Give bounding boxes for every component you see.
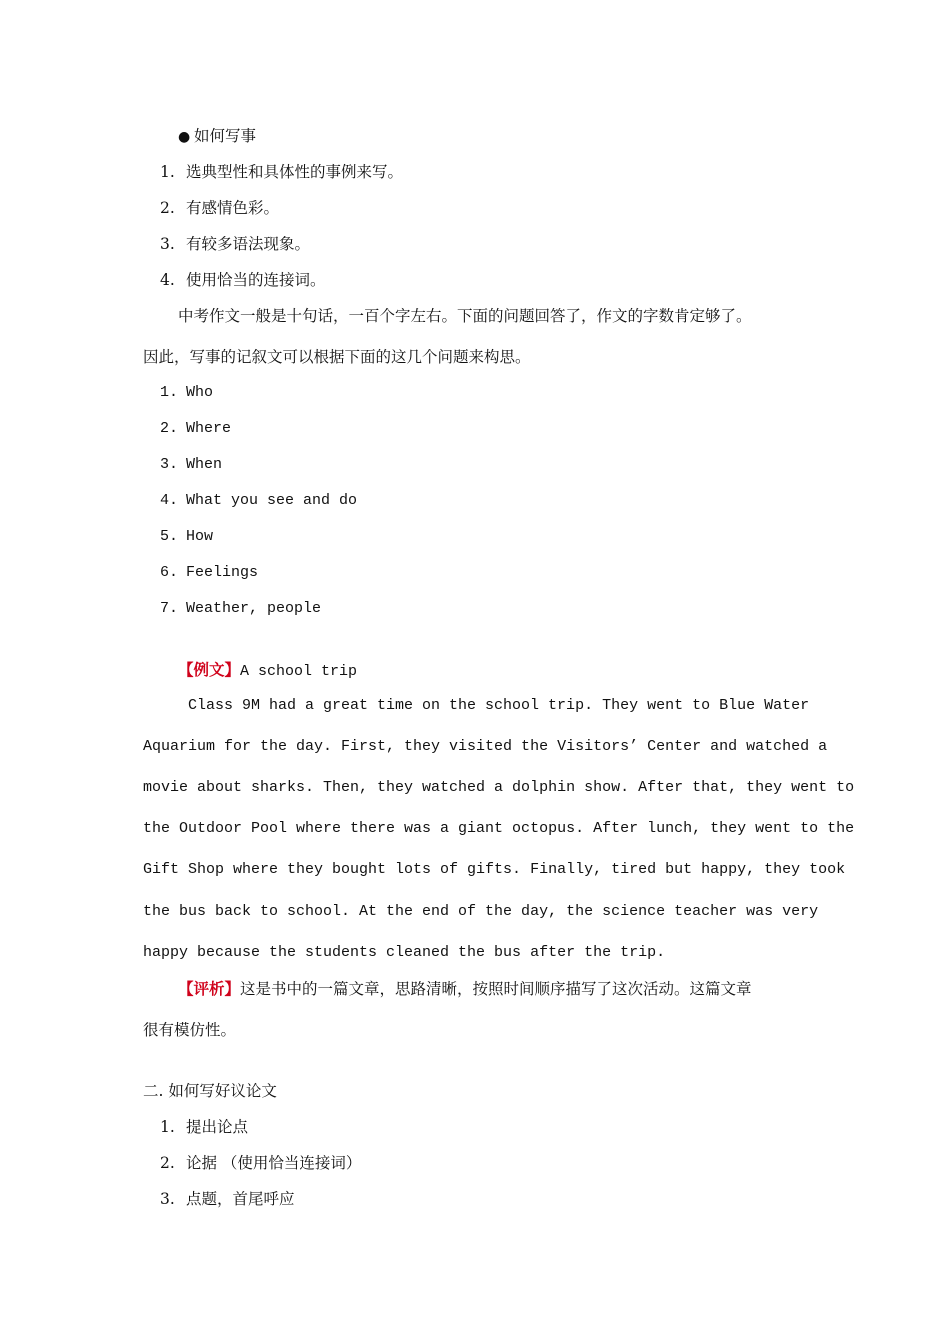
essay-line: happy because the students cleaned the bus after the trip. xyxy=(143,944,666,961)
list-item: 2. Where xyxy=(160,420,232,437)
essay-line: the bus back to school. At the end of the day, the science teacher was very xyxy=(143,903,819,920)
analysis-tag: 【评析】 xyxy=(178,979,241,998)
list-item: 5. How xyxy=(160,528,214,545)
paragraph-line: 因此，写事的记叙文可以根据下面的这几个问题来构思。 xyxy=(143,348,531,366)
essay-line: movie about sharks. Then, they watched a dolphin show. After that, they went to xyxy=(143,779,855,796)
list-item: 4. 使用恰当的连接词。 xyxy=(160,271,326,289)
essay-line: Gift Shop where they bought lots of gifts. Finally, tired but happy, they took xyxy=(143,861,846,878)
analysis-line: 很有模仿性。 xyxy=(143,1021,237,1039)
essay-line: Class 9M had a great time on the school trip. They went to Blue Water xyxy=(188,697,810,714)
list-item: 7. Weather, people xyxy=(160,600,322,617)
bullet-icon: ● xyxy=(178,129,191,145)
list-item: 6. Feelings xyxy=(160,564,259,581)
list-item: 1. 提出论点 xyxy=(160,1118,249,1136)
example-title-text: A school trip xyxy=(240,663,358,680)
example-tag: 【例文】 xyxy=(178,660,241,679)
list-item: 3. When xyxy=(160,456,223,473)
section-heading-text: 如何写事 xyxy=(194,127,257,145)
list-item: 3. 点题，首尾呼应 xyxy=(160,1190,295,1208)
list-item: 2. 论据 （使用恰当连接词） xyxy=(160,1154,362,1172)
section-heading: 二. 如何写好议论文 xyxy=(143,1082,277,1100)
paragraph-line: 中考作文一般是十句话，一百个字左右。下面的问题回答了，作文的字数肯定够了。 xyxy=(178,307,752,325)
list-item: 1. Who xyxy=(160,384,214,401)
list-item: 4. What you see and do xyxy=(160,492,358,509)
example-title xyxy=(178,660,357,682)
list-item: 3. 有较多语法现象。 xyxy=(160,235,311,253)
essay-line: the Outdoor Pool where there was a giant octopus. After lunch, they went to the xyxy=(143,820,855,837)
analysis-line: 【评析】这是书中的一篇文章，思路清晰，按照时间顺序描写了这次活动。这篇文章 xyxy=(178,979,752,998)
list-item: 2. 有感情色彩。 xyxy=(160,199,280,217)
essay-line: Aquarium for the day. First, they visited the Visitors’ Center and watched a xyxy=(143,738,828,755)
list-item: 1. 选典型性和具体性的事例来写。 xyxy=(160,163,404,181)
section-heading xyxy=(178,126,256,147)
